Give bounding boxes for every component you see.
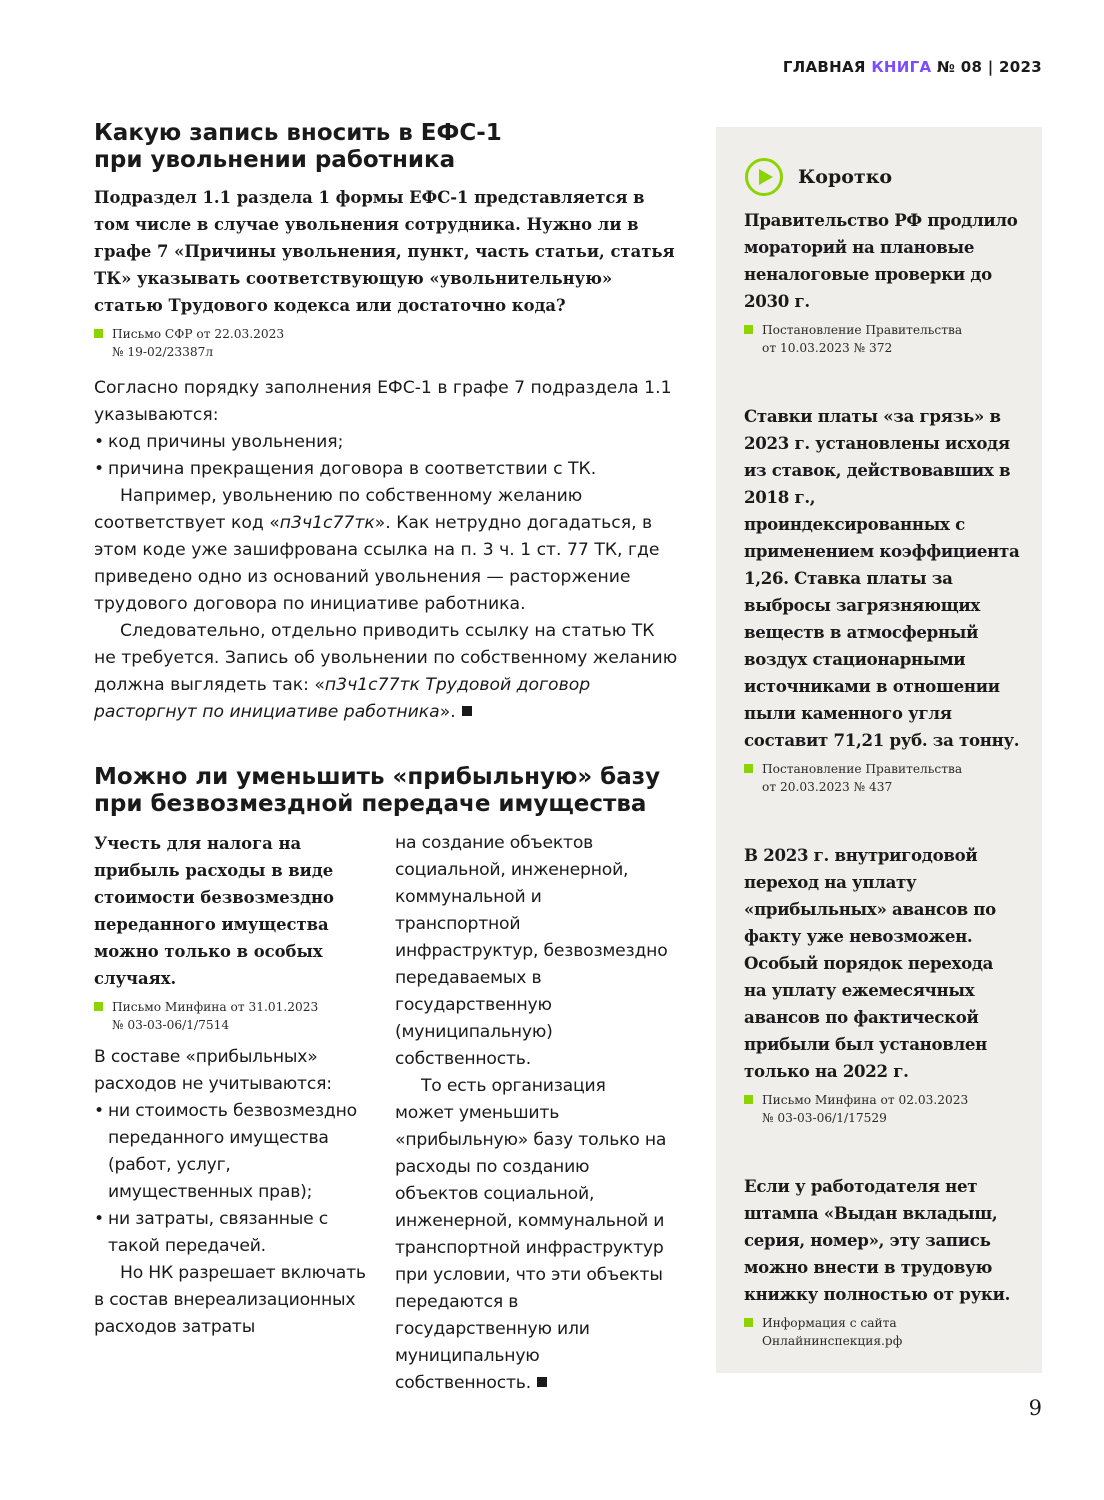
masthead-title: ГЛАВНАЯ bbox=[782, 58, 872, 76]
main-column bbox=[94, 120, 679, 1397]
list-item: • ни стоимость безвозмездно переданного имущества (работ, услуг, имущественных прав); bbox=[94, 1098, 367, 1206]
masthead-accent: КНИГА bbox=[871, 58, 932, 76]
brief-item bbox=[744, 207, 1020, 357]
text-run: То есть организация может уменьшить «прибыльную» базу только на расходы по созданию объектов социальной, инженерной, коммунальной и транспортной инфраструктур при условии, что эти объекты передаются в государственную или муниципальную собственность. bbox=[395, 1076, 667, 1393]
source-line2: от 10.03.2023 № 372 bbox=[762, 341, 893, 355]
source-line2: № 19-02/23387л bbox=[112, 345, 214, 359]
source-line1: Информация с сайта bbox=[762, 1316, 897, 1330]
source-ref bbox=[744, 321, 1020, 357]
paragraph: на создание объектов социальной, инженерной, коммунальной и транспортной инфраструктур, безвозмездно передаваемых в государственную (муниципальную) собственность. bbox=[395, 833, 668, 1069]
source-line1: Письмо Минфина от 02.03.2023 bbox=[762, 1093, 969, 1107]
text-run: ». Как нетрудно догадаться, в этом коде уже зашифрована ссылка на п. 3 ч. 1 ст. 77 ТК, где приведено одно из оснований увольнения — расторжение трудового договора по инициативе работника. bbox=[94, 513, 660, 614]
paragraph bbox=[94, 618, 679, 726]
article-efs bbox=[94, 120, 679, 726]
quote-italic: п3ч1с77тк Трудовой договор расторгнут по инициативе работника bbox=[94, 675, 591, 722]
article-title bbox=[94, 120, 679, 174]
paragraph: Согласно порядку заполнения ЕФС-1 в графе 7 подраздела 1.1 указываются: bbox=[94, 378, 672, 425]
source-line1: Письмо Минфина от 31.01.2023 bbox=[112, 1000, 319, 1014]
source-line1: Постановление Правительства bbox=[762, 323, 963, 337]
brief-text: В 2023 г. внутригодовой переход на уплату «прибыльных» авансов по факту уже невозможен. Особый порядок перехода на уплату ежемесячных авансов по фактической прибыли был установлен только на 2022 г. bbox=[744, 845, 996, 1081]
article-body bbox=[94, 1044, 367, 1341]
green-square-icon bbox=[94, 1002, 103, 1011]
paragraph: В составе «прибыльных» расходов не учитываются: bbox=[94, 1047, 332, 1094]
source-ref bbox=[744, 1091, 1020, 1127]
green-square-icon bbox=[744, 764, 753, 773]
end-mark-icon bbox=[462, 706, 472, 716]
article-lead: Учесть для налога на прибыль расходы в виде стоимости безвозмездно переданного имущества можно только в особых случаях. bbox=[94, 834, 334, 988]
sidebar-title: Коротко bbox=[798, 166, 893, 188]
green-square-icon bbox=[94, 329, 103, 338]
column-left bbox=[94, 830, 367, 1397]
article-title-line2: при безвозмездной передаче имущества bbox=[94, 791, 647, 817]
masthead-issue: № 08 | 2023 bbox=[931, 58, 1042, 76]
article-title-line1: Можно ли уменьшить «прибыльную» базу bbox=[94, 764, 661, 790]
play-circle-icon bbox=[744, 157, 784, 197]
green-square-icon bbox=[744, 1318, 753, 1327]
end-mark-icon bbox=[537, 1377, 547, 1387]
source-line2: № 03-03-06/1/7514 bbox=[112, 1018, 230, 1032]
code-italic: п3ч1с77тк bbox=[279, 513, 375, 533]
source-line1: Письмо СФР от 22.03.2023 bbox=[112, 327, 285, 341]
article-title-line1: Какую запись вносить в ЕФС-1 bbox=[94, 120, 502, 146]
article-body bbox=[395, 830, 668, 1397]
article-lead: Подраздел 1.1 раздела 1 формы ЕФС-1 представляется в том числе в случае увольнения сотрудника. Нужно ли в графе 7 «Причины увольнения, пункт, часть статьи, статья ТК» указывать соответствующую «увольнительную» статью Трудового кодекса или достаточно кода? bbox=[94, 188, 675, 315]
masthead bbox=[783, 58, 1042, 76]
column-right bbox=[395, 830, 668, 1397]
two-columns bbox=[94, 830, 679, 1397]
text-run: Например, увольнению по собственному желанию соответствует код « bbox=[94, 486, 583, 533]
brief-text: Правительство РФ продлило мораторий на плановые неналоговые проверки до 2030 г. bbox=[744, 210, 1018, 311]
sidebar-header bbox=[744, 157, 1020, 197]
green-square-icon bbox=[744, 325, 753, 334]
text-run: Следовательно, отдельно приводить ссылку на статью ТК не требуется. Запись об увольнении по собственному желанию должна выглядеть так: « bbox=[94, 621, 678, 695]
brief-item bbox=[744, 403, 1020, 796]
source-line2: Онлайнинспекция.рф bbox=[762, 1334, 903, 1348]
list-item: • причина прекращения договора в соответствии с ТК. bbox=[94, 456, 679, 483]
source-ref bbox=[744, 1314, 1020, 1350]
list-item: • ни затраты, связанные с такой передачей. bbox=[94, 1206, 367, 1260]
brief-text: Ставки платы «за грязь» в 2023 г. установлены исходя из ставок, действовавших в 2018 г., проиндексированных с применением коэффициента 1,26. Ставка платы за выбросы загрязняющих веществ в атмосферный воздух стационарными источниками в отношении пыли каменного угля составит 71,21 руб. за тонну. bbox=[744, 406, 1020, 750]
article-title bbox=[94, 764, 679, 818]
brief-text: Если у работодателя нет штампа «Выдан вкладыш, серия, номер», эту запись можно внести в трудовую книжку полностью от руки. bbox=[744, 1176, 1011, 1304]
source-line1: Постановление Правительства bbox=[762, 762, 963, 776]
paragraph bbox=[94, 483, 679, 618]
bullet-list bbox=[94, 429, 679, 483]
source-ref bbox=[94, 998, 367, 1034]
sidebar-briefly bbox=[716, 127, 1042, 1373]
brief-item bbox=[744, 842, 1020, 1127]
source-ref bbox=[744, 760, 1020, 796]
text-run: ». bbox=[439, 702, 456, 722]
green-square-icon bbox=[744, 1095, 753, 1104]
source-line2: № 03-03-06/1/17529 bbox=[762, 1111, 887, 1125]
list-item: • код причины увольнения; bbox=[94, 429, 679, 456]
paragraph: Но НК разрешает включать в состав внереализационных расходов затраты bbox=[94, 1263, 366, 1337]
paragraph bbox=[395, 1073, 668, 1397]
brief-item bbox=[744, 1173, 1020, 1350]
bullet-list bbox=[94, 1098, 367, 1260]
article-body bbox=[94, 375, 679, 726]
article-title-line2: при увольнении работника bbox=[94, 147, 456, 173]
page-number: 9 bbox=[1028, 1396, 1042, 1420]
article-property bbox=[94, 764, 679, 1397]
source-line2: от 20.03.2023 № 437 bbox=[762, 780, 893, 794]
source-ref bbox=[94, 325, 679, 361]
